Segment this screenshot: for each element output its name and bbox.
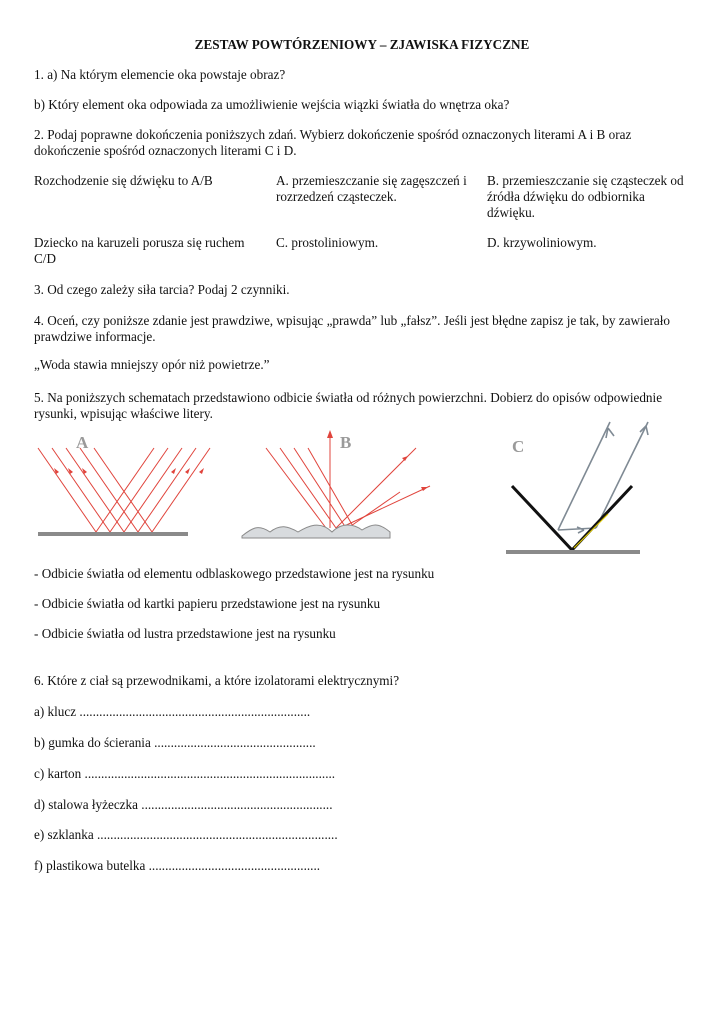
q6-item-f: f) plastikowa butelka .................................................... (34, 858, 321, 873)
question-1a: 1. a) Na którym elemencie oka powstaje obraz? (34, 67, 286, 82)
q2-option-a: A. przemieszczanie się zagęszczeń i rozrzedzeń cząsteczek. (276, 173, 467, 204)
q6-item-c: c) karton ............................................................................ (34, 766, 336, 781)
figure-c-rays (558, 422, 648, 530)
figure-c-surface (506, 550, 640, 554)
question-1b: b) Który element oka odpowiada za umożliwienie wejścia wiązki światła do wnętrza oka? (34, 97, 510, 112)
figure-b-label: B (340, 433, 352, 452)
question-2-intro: 2. Podaj poprawne dokończenia poniższych zdań. Wybierz dokończenie spośród oznaczonych literami A i B oraz dokończenie spośród oznaczonych literami C i D. (34, 127, 632, 158)
q2-option-d: D. krzywoliniowym. (487, 235, 597, 250)
figure-c-mirrors (512, 486, 632, 550)
q6-item-b: b) gumka do ścierania ................................................. (34, 735, 316, 750)
q2-option-c: C. prostoliniowym. (276, 235, 379, 250)
q5-line-2: - Odbicie światła od kartki papieru przedstawione jest na rysunku (34, 596, 381, 611)
question-3: 3. Od czego zależy siła tarcia? Podaj 2 czynniki. (34, 282, 290, 297)
q5-line-3: - Odbicie światła od lustra przedstawione jest na rysunku (34, 626, 336, 641)
q5-line-1: - Odbicie światła od elementu odblaskowego przedstawione jest na rysunku (34, 566, 435, 581)
q2-row2-stem: Dziecko na karuzeli porusza się ruchem C/D (34, 235, 245, 266)
figure-c-label: C (512, 437, 525, 456)
figure-b (240, 428, 440, 543)
figure-a (34, 428, 234, 543)
q6-item-a: a) klucz ...................................................................... (34, 704, 311, 719)
figure-b-rough-surface (242, 525, 390, 538)
q6-item-d: d) stalowa łyżeczka .......................................................... (34, 797, 333, 812)
figure-c (500, 418, 650, 558)
figure-a-surface (38, 532, 188, 536)
question-6-intro: 6. Które z ciał są przewodnikami, a które izolatorami elektrycznymi? (34, 673, 400, 688)
q2-row1-stem: Rozchodzenie się dźwięku to A/B (34, 173, 213, 188)
question-4-statement: „Woda stawia mniejszy opór niż powietrze.” (34, 357, 270, 372)
q6-item-e: e) szklanka ......................................................................... (34, 827, 338, 842)
figure-a-label: A (76, 433, 89, 452)
question-4-intro: 4. Oceń, czy poniższe zdanie jest prawdziwe, wpisując „prawda” lub „fałsz”. Jeśli jest błędne zapisz je tak, by zawierało prawdziwe informacje. (34, 313, 671, 344)
q2-option-b: B. przemieszczanie się cząsteczek od źródła dźwięku do odbiornika dźwięku. (487, 173, 684, 220)
figure-a-rays (38, 448, 210, 532)
question-5-intro: 5. Na poniższych schematach przedstawiono odbicie światła od różnych powierzchni. Dobierz do opisów odpowiednie rysunki, wpisując właściwe litery. (34, 390, 663, 421)
page-title: ZESTAW POWTÓRZENIOWY – ZJAWISKA FIZYCZNE (194, 37, 530, 52)
